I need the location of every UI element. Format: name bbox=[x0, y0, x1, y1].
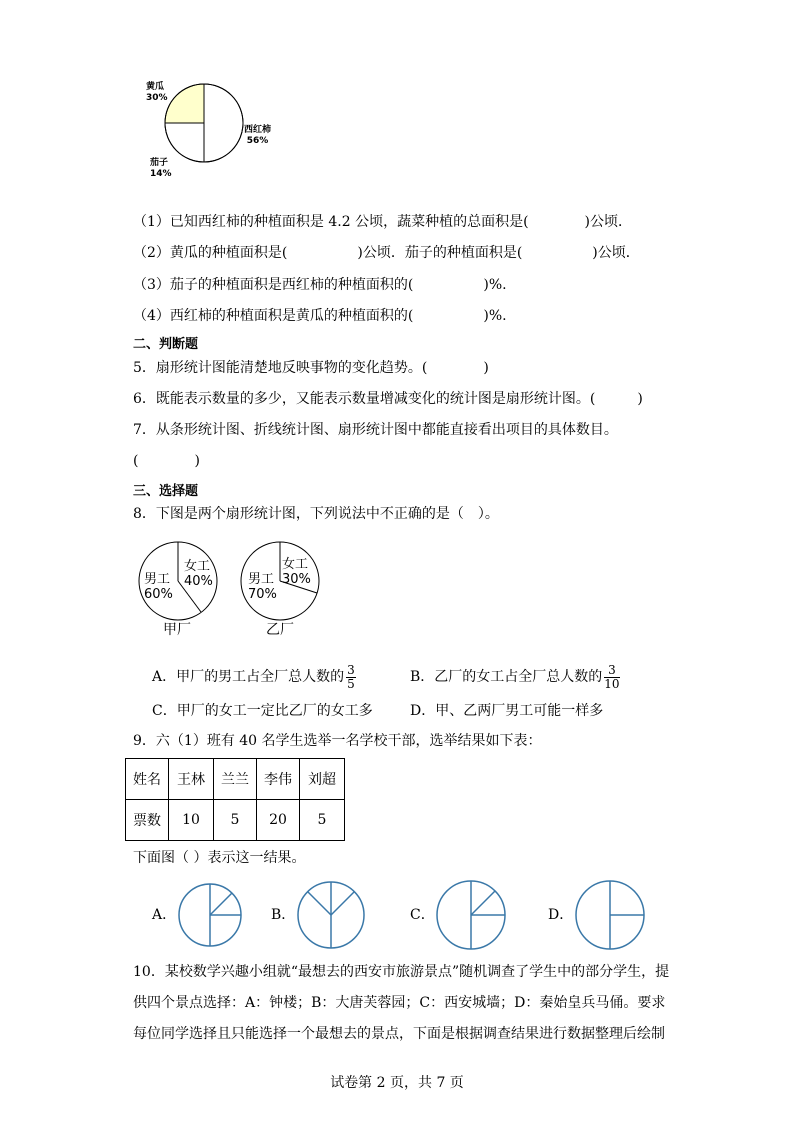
question-10-line-3: 每位同学选择且只能选择一个最想去的景点，下面是根据调查结果进行数据整理后绘制 bbox=[133, 1026, 665, 1042]
question-8-option-c: C．甲厂的女工一定比乙厂的女工多 bbox=[152, 703, 373, 719]
q9-option-c-label: C． bbox=[410, 907, 435, 923]
label-eggplant: 茄子 14% bbox=[150, 158, 172, 179]
question-8-option-d: D．甲、乙两厂男工可能一样多 bbox=[410, 703, 604, 719]
factory-b-female-label: 女工 30% bbox=[282, 557, 311, 587]
section-judge: 二、判断题 bbox=[133, 337, 199, 352]
factory-b-male-label: 男工 70% bbox=[248, 572, 277, 602]
table-cell: 兰兰 bbox=[214, 759, 257, 800]
question-5: 5．扇形统计图能清楚地反映事物的变化趋势。( ) bbox=[133, 360, 489, 376]
q9-option-c-pie bbox=[435, 879, 507, 951]
factory-b-pie bbox=[238, 540, 328, 644]
option-b-text: B．乙厂的女工占全厂总人数的 bbox=[410, 669, 603, 685]
question-10-line-1: 10．某校数学兴趣小组就“最想去的西安市旅游景点”随机调查了学生中的部分学生，提 bbox=[133, 964, 670, 980]
label-tomato: 西红柿 56% bbox=[244, 125, 272, 146]
question-2: （2）黄瓜的种植面积是( )公顷．茄子的种植面积是( )公顷． bbox=[133, 245, 640, 261]
question-1: （1）已知西红柿的种植面积是 4.2 公顷，蔬菜种植的总面积是( )公顷． bbox=[133, 214, 632, 230]
table-row bbox=[126, 800, 345, 841]
vote-table bbox=[125, 758, 345, 841]
table-row bbox=[126, 759, 345, 800]
table-cell: 10 bbox=[169, 800, 214, 841]
vegetable-pie-chart bbox=[140, 78, 290, 188]
q9-option-a-pie bbox=[177, 882, 243, 948]
fraction-3-10: $\frac{3}{10}$ bbox=[604, 662, 620, 691]
q9-option-d-label: D． bbox=[548, 907, 574, 923]
question-3: （3）茄子的种植面积是西红柿的种植面积的( )%. bbox=[133, 277, 507, 293]
table-cell: 票数 bbox=[126, 800, 169, 841]
factory-a-pie bbox=[134, 540, 224, 644]
pie-slice-tomato bbox=[204, 84, 243, 162]
question-8-option-a bbox=[152, 662, 356, 692]
question-10-line-2: 供四个景点选择：A：钟楼；B：大唐芙蓉园；C：西安城墙；D：秦始皇兵马俑。要求 bbox=[133, 995, 666, 1011]
q9-option-b-pie bbox=[296, 880, 366, 950]
q9-option-d-pie bbox=[574, 879, 646, 951]
section-choice: 三、选择题 bbox=[133, 484, 199, 499]
table-cell: 刘超 bbox=[300, 759, 345, 800]
question-6: 6．既能表示数量的多少，又能表示数量增减变化的统计图是扇形统计图。( ) bbox=[133, 391, 643, 407]
factory-b-name: 乙厂 bbox=[266, 622, 294, 638]
question-9: 9．六（1）班有 40 名学生选举一名学校干部，选举结果如下表： bbox=[133, 733, 542, 749]
label-cucumber: 黄瓜 30% bbox=[146, 82, 168, 103]
question-9-after: 下面图（ ）表示这一结果。 bbox=[133, 850, 306, 866]
factory-a-name: 甲厂 bbox=[163, 622, 191, 638]
table-cell: 李伟 bbox=[257, 759, 300, 800]
question-8: 8．下图是两个扇形统计图，下列说法中不正确的是（ ）。 bbox=[133, 506, 499, 522]
factory-a-female-label: 女工 40% bbox=[184, 559, 213, 589]
table-cell: 20 bbox=[257, 800, 300, 841]
table-cell: 5 bbox=[214, 800, 257, 841]
q9-option-b-label: B． bbox=[271, 907, 296, 923]
factory-a-male-label: 男工 60% bbox=[144, 572, 173, 602]
question-7-blank: ( ) bbox=[133, 453, 200, 469]
question-8-option-b bbox=[410, 662, 620, 692]
fraction-3-5: $\frac{3}{5}$ bbox=[347, 662, 355, 691]
table-cell: 姓名 bbox=[126, 759, 169, 800]
question-4: （4）西红柿的种植面积是黄瓜的种植面积的( )%. bbox=[133, 308, 507, 324]
option-a-text: A．甲厂的男工占全厂总人数的 bbox=[152, 669, 345, 685]
pie-slice-eggplant bbox=[165, 123, 204, 162]
pie-slice-cucumber bbox=[165, 84, 204, 123]
table-cell: 5 bbox=[300, 800, 345, 841]
page-footer: 试卷第 2 页，共 7 页 bbox=[330, 1075, 464, 1091]
question-7: 7．从条形统计图、折线统计图、扇形统计图中都能直接看出项目的具体数目。 bbox=[133, 422, 618, 438]
q9-option-a-label: A． bbox=[152, 907, 177, 923]
table-cell: 王林 bbox=[169, 759, 214, 800]
